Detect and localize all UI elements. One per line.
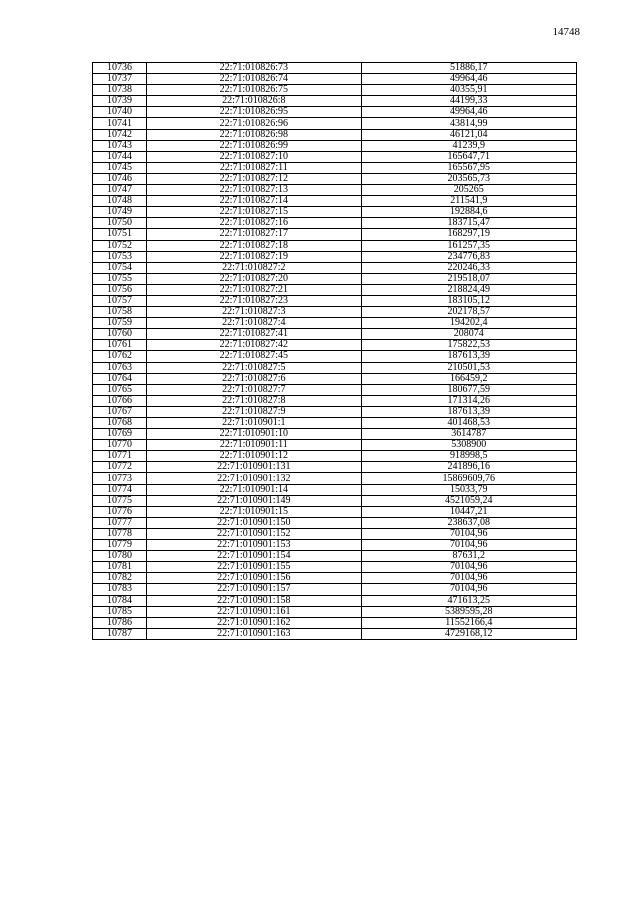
cadastral-number-cell: 22:71:010827:5	[147, 362, 361, 373]
cadastral-value-cell: 241896,16	[361, 462, 576, 473]
cadastral-value-cell: 43814,99	[361, 118, 576, 129]
row-number-cell: 10782	[93, 573, 147, 584]
row-number-cell: 10764	[93, 373, 147, 384]
cadastral-number-cell: 22:71:010901:157	[147, 584, 361, 595]
table-row	[93, 318, 577, 329]
cadastral-value-cell: 44199,33	[361, 96, 576, 107]
cadastral-number-cell: 22:71:010827:2	[147, 262, 361, 273]
table-row	[93, 495, 577, 506]
cadastral-value-cell: 180677,59	[361, 384, 576, 395]
row-number-cell: 10754	[93, 262, 147, 273]
cadastral-value-cell: 70104,96	[361, 573, 576, 584]
cadastral-value-cell: 171314,26	[361, 395, 576, 406]
cadastral-number-cell: 22:71:010901:154	[147, 551, 361, 562]
table-row	[93, 551, 577, 562]
table-row	[93, 584, 577, 595]
cadastral-value-cell: 70104,96	[361, 584, 576, 595]
row-number-cell: 10787	[93, 628, 147, 639]
table-row	[93, 406, 577, 417]
row-number-cell: 10742	[93, 129, 147, 140]
table-row	[93, 129, 577, 140]
row-number-cell: 10736	[93, 63, 147, 74]
row-number-cell: 10741	[93, 118, 147, 129]
cadastral-number-cell: 22:71:010827:23	[147, 295, 361, 306]
table-row	[93, 151, 577, 162]
table-row	[93, 362, 577, 373]
row-number-cell: 10757	[93, 295, 147, 306]
cadastral-value-cell: 211541,9	[361, 196, 576, 207]
row-number-cell: 10761	[93, 340, 147, 351]
row-number-cell: 10737	[93, 74, 147, 85]
table-row	[93, 196, 577, 207]
cadastral-number-cell: 22:71:010827:19	[147, 251, 361, 262]
cadastral-value-cell: 208074	[361, 329, 576, 340]
table-row	[93, 395, 577, 406]
cadastral-value-cell: 15869609,76	[361, 473, 576, 484]
cadastral-number-cell: 22:71:010827:11	[147, 162, 361, 173]
cadastral-value-cell: 46121,04	[361, 129, 576, 140]
row-number-cell: 10771	[93, 451, 147, 462]
cadastral-number-cell: 22:71:010827:20	[147, 273, 361, 284]
row-number-cell: 10766	[93, 395, 147, 406]
cadastral-value-cell: 4729168,12	[361, 628, 576, 639]
row-number-cell: 10748	[93, 196, 147, 207]
cadastral-value-cell: 210501,53	[361, 362, 576, 373]
cadastral-number-cell: 22:71:010827:3	[147, 307, 361, 318]
cadastral-value-cell: 918998,5	[361, 451, 576, 462]
cadastral-value-cell: 192884,6	[361, 207, 576, 218]
cadastral-number-cell: 22:71:010826:73	[147, 63, 361, 74]
table-row	[93, 351, 577, 362]
row-number-cell: 10780	[93, 551, 147, 562]
cadastral-number-cell: 22:71:010827:6	[147, 373, 361, 384]
cadastral-value-table	[92, 62, 577, 640]
row-number-cell: 10786	[93, 617, 147, 628]
cadastral-value-cell: 15033,79	[361, 484, 576, 495]
cadastral-number-cell: 22:71:010901:10	[147, 429, 361, 440]
table-row	[93, 162, 577, 173]
cadastral-number-cell: 22:71:010826:74	[147, 74, 361, 85]
table-row	[93, 207, 577, 218]
table-row	[93, 173, 577, 184]
table-row	[93, 295, 577, 306]
cadastral-number-cell: 22:71:010827:15	[147, 207, 361, 218]
row-number-cell: 10751	[93, 229, 147, 240]
cadastral-number-cell: 22:71:010901:150	[147, 517, 361, 528]
cadastral-value-cell: 168297,19	[361, 229, 576, 240]
cadastral-number-cell: 22:71:010901:163	[147, 628, 361, 639]
cadastral-value-cell: 234776,83	[361, 251, 576, 262]
row-number-cell: 10739	[93, 96, 147, 107]
table-row	[93, 473, 577, 484]
cadastral-number-cell: 22:71:010901:131	[147, 462, 361, 473]
table-row	[93, 429, 577, 440]
cadastral-value-cell: 40355,91	[361, 85, 576, 96]
cadastral-value-cell: 70104,96	[361, 540, 576, 551]
row-number-cell: 10765	[93, 384, 147, 395]
table-row	[93, 562, 577, 573]
row-number-cell: 10738	[93, 85, 147, 96]
cadastral-value-cell: 5308900	[361, 440, 576, 451]
row-number-cell: 10769	[93, 429, 147, 440]
row-number-cell: 10753	[93, 251, 147, 262]
cadastral-value-cell: 3614787	[361, 429, 576, 440]
row-number-cell: 10749	[93, 207, 147, 218]
table-row	[93, 74, 577, 85]
table-row	[93, 462, 577, 473]
row-number-cell: 10745	[93, 162, 147, 173]
row-number-cell: 10740	[93, 107, 147, 118]
cadastral-value-cell: 10447,21	[361, 506, 576, 517]
cadastral-number-cell: 22:71:010827:17	[147, 229, 361, 240]
row-number-cell: 10755	[93, 273, 147, 284]
cadastral-number-cell: 22:71:010901:156	[147, 573, 361, 584]
table-row	[93, 628, 577, 639]
row-number-cell: 10776	[93, 506, 147, 517]
cadastral-value-cell: 70104,96	[361, 562, 576, 573]
row-number-cell: 10762	[93, 351, 147, 362]
table-row	[93, 517, 577, 528]
table-row	[93, 96, 577, 107]
table-row	[93, 440, 577, 451]
table-row	[93, 384, 577, 395]
cadastral-number-cell: 22:71:010827:8	[147, 395, 361, 406]
cadastral-number-cell: 22:71:010826:99	[147, 140, 361, 151]
row-number-cell: 10775	[93, 495, 147, 506]
cadastral-value-cell: 49964,46	[361, 107, 576, 118]
cadastral-value-cell: 165647,71	[361, 151, 576, 162]
cadastral-number-cell: 22:71:010901:15	[147, 506, 361, 517]
table-row	[93, 63, 577, 74]
row-number-cell: 10778	[93, 528, 147, 539]
table-row	[93, 595, 577, 606]
cadastral-number-cell: 22:71:010901:1	[147, 418, 361, 429]
table-row	[93, 262, 577, 273]
table-row	[93, 528, 577, 539]
cadastral-value-cell: 202178,57	[361, 307, 576, 318]
cadastral-number-cell: 22:71:010901:149	[147, 495, 361, 506]
cadastral-number-cell: 22:71:010901:11	[147, 440, 361, 451]
cadastral-value-cell: 183715,47	[361, 218, 576, 229]
cadastral-number-cell: 22:71:010827:18	[147, 240, 361, 251]
cadastral-value-cell: 238637,08	[361, 517, 576, 528]
cadastral-number-cell: 22:71:010826:98	[147, 129, 361, 140]
table-row	[93, 418, 577, 429]
row-number-cell: 10785	[93, 606, 147, 617]
cadastral-number-cell: 22:71:010827:21	[147, 284, 361, 295]
cadastral-number-cell: 22:71:010827:9	[147, 406, 361, 417]
cadastral-value-cell: 4521059,24	[361, 495, 576, 506]
table-row	[93, 573, 577, 584]
cadastral-number-cell: 22:71:010826:8	[147, 96, 361, 107]
page-number: 14748	[552, 26, 580, 38]
cadastral-value-cell: 401468,53	[361, 418, 576, 429]
cadastral-value-cell: 219518,07	[361, 273, 576, 284]
table-row	[93, 107, 577, 118]
cadastral-number-cell: 22:71:010826:96	[147, 118, 361, 129]
row-number-cell: 10744	[93, 151, 147, 162]
table-row	[93, 307, 577, 318]
cadastral-number-cell: 22:71:010827:16	[147, 218, 361, 229]
cadastral-value-cell: 187613,39	[361, 406, 576, 417]
cadastral-number-cell: 22:71:010827:14	[147, 196, 361, 207]
cadastral-value-cell: 49964,46	[361, 74, 576, 85]
table-row	[93, 606, 577, 617]
row-number-cell: 10783	[93, 584, 147, 595]
row-number-cell: 10770	[93, 440, 147, 451]
cadastral-value-cell: 187613,39	[361, 351, 576, 362]
cadastral-number-cell: 22:71:010901:132	[147, 473, 361, 484]
row-number-cell: 10756	[93, 284, 147, 295]
row-number-cell: 10763	[93, 362, 147, 373]
table-row	[93, 251, 577, 262]
cadastral-number-cell: 22:71:010901:161	[147, 606, 361, 617]
cadastral-number-cell: 22:71:010901:162	[147, 617, 361, 628]
cadastral-number-cell: 22:71:010826:75	[147, 85, 361, 96]
cadastral-number-cell: 22:71:010827:4	[147, 318, 361, 329]
cadastral-number-cell: 22:71:010827:41	[147, 329, 361, 340]
cadastral-value-cell: 471613,25	[361, 595, 576, 606]
cadastral-number-cell: 22:71:010901:155	[147, 562, 361, 573]
cadastral-number-cell: 22:71:010827:13	[147, 185, 361, 196]
table-row	[93, 229, 577, 240]
cadastral-number-cell: 22:71:010901:14	[147, 484, 361, 495]
cadastral-value-cell: 194202,4	[361, 318, 576, 329]
cadastral-value-cell: 218824,49	[361, 284, 576, 295]
row-number-cell: 10781	[93, 562, 147, 573]
table-row	[93, 240, 577, 251]
cadastral-number-cell: 22:71:010827:12	[147, 173, 361, 184]
row-number-cell: 10743	[93, 140, 147, 151]
cadastral-value-cell: 166459,2	[361, 373, 576, 384]
table-row	[93, 140, 577, 151]
table-body	[93, 63, 577, 640]
cadastral-number-cell: 22:71:010827:45	[147, 351, 361, 362]
table-row	[93, 451, 577, 462]
row-number-cell: 10774	[93, 484, 147, 495]
table-row	[93, 118, 577, 129]
row-number-cell: 10773	[93, 473, 147, 484]
cadastral-value-cell: 5389595,28	[361, 606, 576, 617]
cadastral-number-cell: 22:71:010901:153	[147, 540, 361, 551]
row-number-cell: 10758	[93, 307, 147, 318]
row-number-cell: 10750	[93, 218, 147, 229]
table-row	[93, 329, 577, 340]
cadastral-value-cell: 220246,33	[361, 262, 576, 273]
table-row	[93, 484, 577, 495]
cadastral-value-cell: 161257,35	[361, 240, 576, 251]
cadastral-value-cell: 175822,53	[361, 340, 576, 351]
cadastral-value-cell: 70104,96	[361, 528, 576, 539]
row-number-cell: 10746	[93, 173, 147, 184]
cadastral-value-cell: 11552166,4	[361, 617, 576, 628]
cadastral-value-cell: 87631,2	[361, 551, 576, 562]
table-row	[93, 273, 577, 284]
cadastral-number-cell: 22:71:010827:10	[147, 151, 361, 162]
table-row	[93, 218, 577, 229]
table-row	[93, 540, 577, 551]
table-row	[93, 340, 577, 351]
row-number-cell: 10747	[93, 185, 147, 196]
table-row	[93, 506, 577, 517]
cadastral-value-cell: 205265	[361, 185, 576, 196]
table-row	[93, 85, 577, 96]
cadastral-number-cell: 22:71:010827:42	[147, 340, 361, 351]
cadastral-value-cell: 165567,95	[361, 162, 576, 173]
cadastral-value-cell: 51886,17	[361, 63, 576, 74]
row-number-cell: 10779	[93, 540, 147, 551]
row-number-cell: 10752	[93, 240, 147, 251]
row-number-cell: 10768	[93, 418, 147, 429]
cadastral-value-cell: 41239,9	[361, 140, 576, 151]
row-number-cell: 10767	[93, 406, 147, 417]
row-number-cell: 10760	[93, 329, 147, 340]
row-number-cell: 10759	[93, 318, 147, 329]
table-row	[93, 373, 577, 384]
table-row	[93, 617, 577, 628]
cadastral-value-cell: 183105,12	[361, 295, 576, 306]
cadastral-number-cell: 22:71:010827:7	[147, 384, 361, 395]
row-number-cell: 10772	[93, 462, 147, 473]
table-row	[93, 185, 577, 196]
row-number-cell: 10784	[93, 595, 147, 606]
table-row	[93, 284, 577, 295]
row-number-cell: 10777	[93, 517, 147, 528]
cadastral-number-cell: 22:71:010826:95	[147, 107, 361, 118]
cadastral-number-cell: 22:71:010901:152	[147, 528, 361, 539]
cadastral-number-cell: 22:71:010901:12	[147, 451, 361, 462]
cadastral-value-cell: 203565,73	[361, 173, 576, 184]
cadastral-number-cell: 22:71:010901:158	[147, 595, 361, 606]
